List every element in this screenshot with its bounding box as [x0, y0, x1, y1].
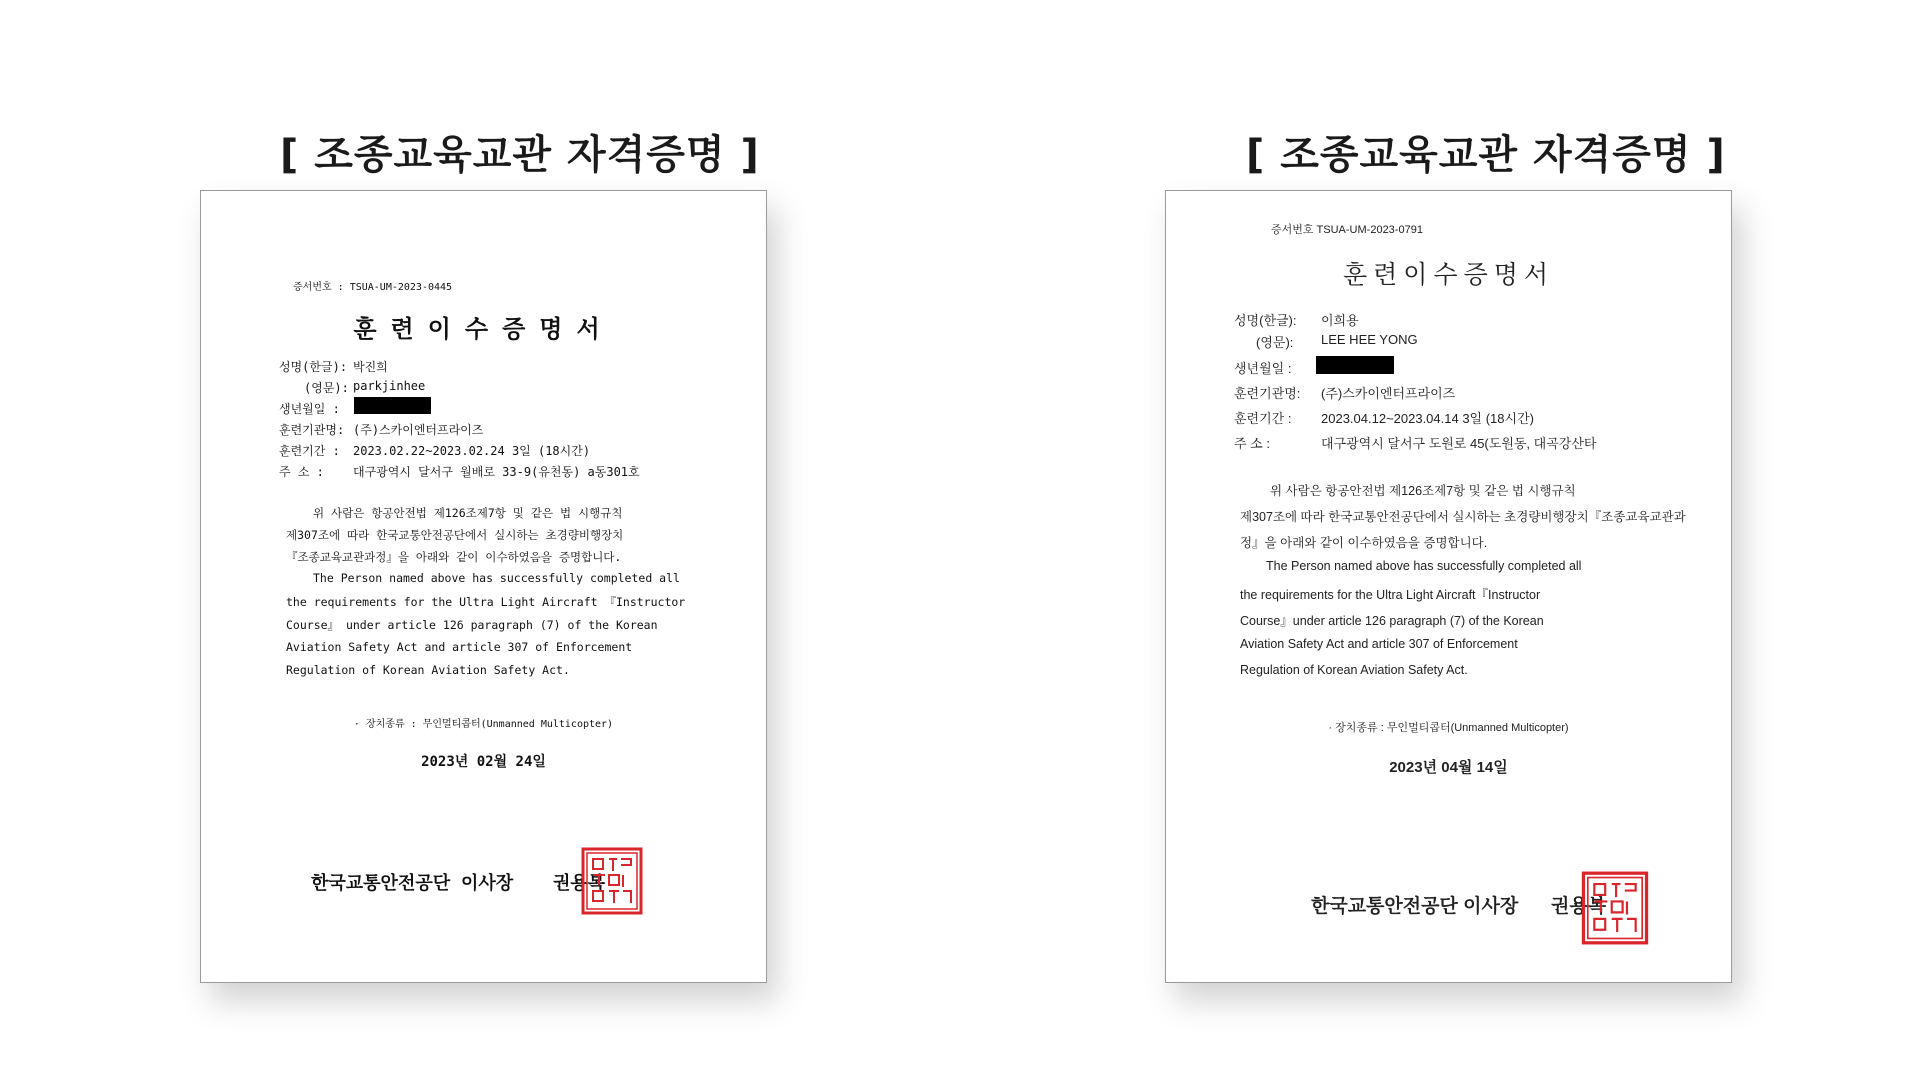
field-value: 대구광역시 달서구 월배로 33-9(유천동) a동301호 — [353, 465, 640, 479]
device-type: · 장치종류 : 무인멀티콥터(Unmanned Multicopter) — [353, 719, 614, 730]
field-label: 주 소 : — [279, 465, 324, 479]
field-value: (주)스카이엔터프라이즈 — [353, 423, 484, 437]
body-line: The Person named above has successfully completed all — [1266, 559, 1582, 573]
body-line: the requirements for the Ultra Light Aircraft『Instructor — [1240, 588, 1541, 602]
body-line: 『조종교육교관과정』을 아래와 같이 이수하였음을 증명합니다. — [286, 550, 622, 564]
issuer-name: 한국교통안전공단 이사장 — [1311, 896, 1519, 917]
field-label: 성명(한글): — [1234, 313, 1297, 328]
field-label: 훈련기관명: — [1234, 386, 1301, 401]
field-label: (영문): — [304, 381, 349, 395]
device-type: · 장치종류 : 무인멀티콥터(Unmanned Multicopter) — [1328, 722, 1569, 734]
cert-number: 증서번호 TSUA-UM-2023-0791 — [1271, 224, 1423, 236]
field-label: (영문): — [1256, 335, 1294, 350]
issuer-name: 한국교통안전공단 이사장 — [311, 873, 514, 894]
issue-date: 2023년 02월 24일 — [421, 754, 546, 770]
field-label: 훈련기간 : — [1234, 411, 1292, 426]
right-heading: [ 조종교육교관 자격증명 ] — [1246, 132, 1726, 178]
field-value: (주)스카이엔터프라이즈 — [1321, 386, 1456, 401]
field-value: 2023.04.12~2023.04.14 3일 (18시간) — [1321, 411, 1534, 426]
body-line: Course』under article 126 paragraph (7) of the Korean — [1240, 614, 1544, 628]
field-label: 훈련기간 : — [279, 444, 340, 458]
body-line: Regulation of Korean Aviation Safety Act. — [286, 663, 570, 677]
redaction-box — [354, 397, 431, 414]
right-certificate — [1165, 190, 1732, 983]
field-label: 훈련기관명: — [279, 423, 345, 437]
field-label: 생년월일 : — [1234, 361, 1292, 376]
field-label: 주 소 : — [1234, 436, 1270, 451]
signer-name: 권용복 — [1551, 896, 1607, 917]
field-label: 성명(한글): — [279, 360, 348, 374]
body-line: 제307조에 따라 한국교통안전공단에서 실시하는 초경량비행장치『조종교육교관과 — [1240, 510, 1686, 524]
issue-date: 2023년 04월 14일 — [1389, 759, 1508, 776]
field-value: 박진희 — [353, 360, 388, 374]
signer-name: 권용복 — [553, 873, 606, 894]
cert-title: 훈련이수증명서 — [353, 315, 614, 343]
field-value: LEE HEE YONG — [1321, 332, 1418, 347]
cert-number: 증서번호 : TSUA-UM-2023-0445 — [293, 282, 453, 293]
body-line: 제307조에 따라 한국교통안전공단에서 실시하는 초경량비행장치 — [286, 528, 624, 542]
cert-title: 훈련이수증명서 — [1342, 261, 1555, 289]
body-line: 위 사람은 항공안전법 제126조제7항 및 같은 법 시행규칙 — [313, 506, 623, 520]
body-line: 위 사람은 항공안전법 제126조제7항 및 같은 법 시행규칙 — [1270, 484, 1576, 498]
body-line: Aviation Safety Act and article 307 of Enforcement — [286, 640, 633, 654]
field-label: 생년월일 : — [279, 402, 340, 416]
left-certificate — [200, 190, 767, 983]
body-line: Regulation of Korean Aviation Safety Act. — [1240, 663, 1468, 677]
field-value: 대구광역시 달서구 도원로 45(도원동, 대곡강산타 — [1321, 436, 1597, 451]
left-heading: [ 조종교육교관 자격증명 ] — [280, 132, 760, 178]
field-value: parkjinhee — [353, 379, 426, 393]
body-line: The Person named above has successfully completed all — [313, 571, 680, 585]
redaction-box — [1316, 356, 1394, 374]
official-seal-icon — [1580, 871, 1650, 945]
body-line: Aviation Safety Act and article 307 of Enforcement — [1240, 637, 1518, 651]
body-line: 정』을 아래와 같이 이수하였음을 증명합니다. — [1240, 536, 1488, 550]
official-seal-icon — [581, 847, 643, 915]
body-line: the requirements for the Ultra Light Aircraft 『Instructor — [286, 595, 686, 609]
field-value: 이희용 — [1321, 313, 1359, 328]
field-value: 2023.02.22~2023.02.24 3일 (18시간) — [353, 444, 591, 458]
body-line: Course』 under article 126 paragraph (7) of the Korean — [286, 618, 658, 632]
